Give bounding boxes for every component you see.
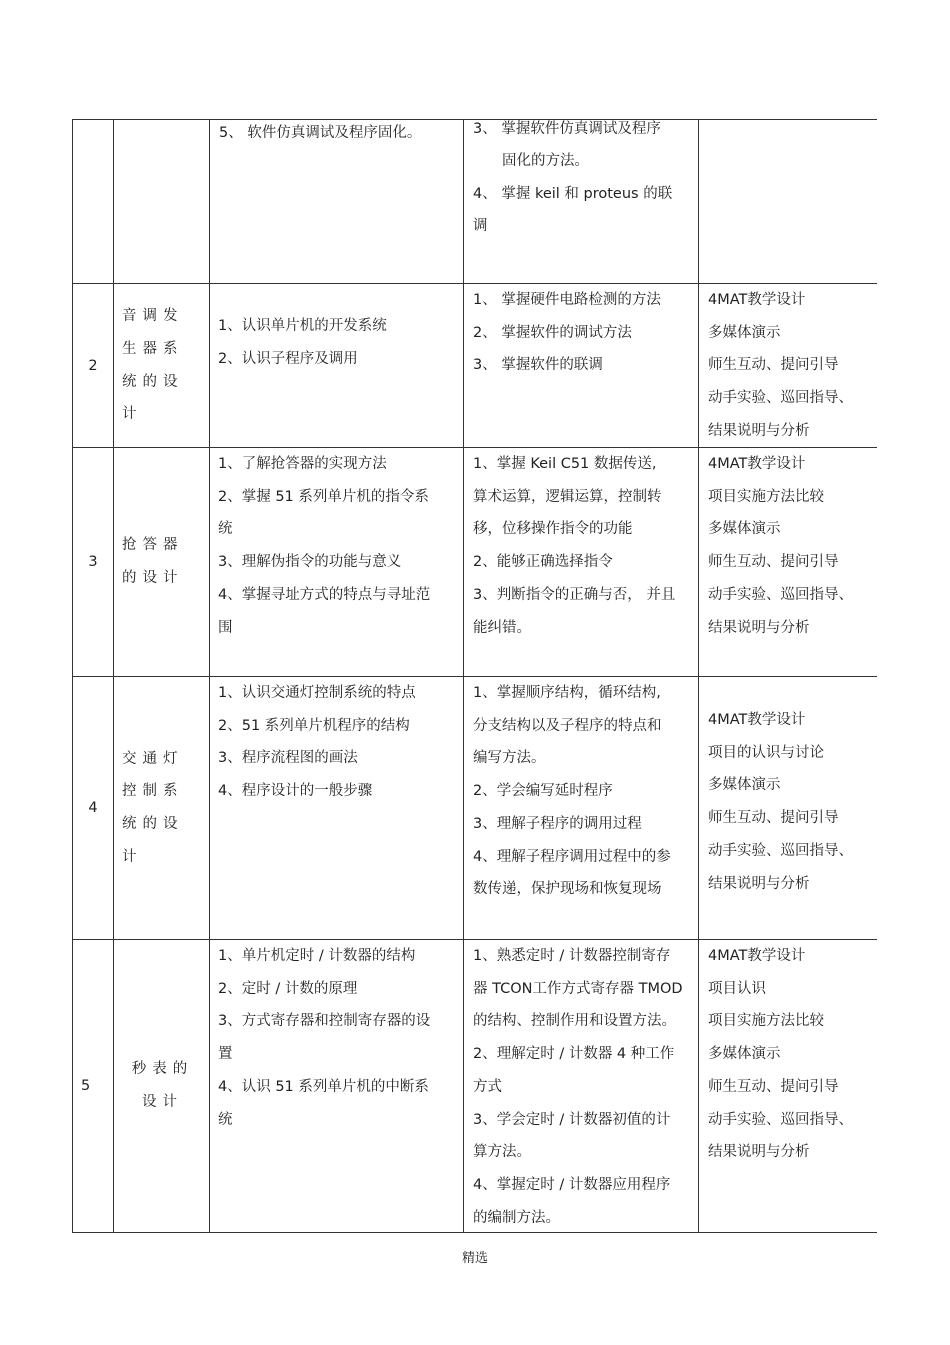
method-line: 结果说明与分析 [708, 1144, 810, 1161]
skill-line: 数传递，保护现场和恢复现场 [473, 881, 662, 898]
knowledge-line: 1、了解抢答器的实现方法 [218, 456, 387, 472]
method-line: 4MAT教学设计 [708, 712, 806, 728]
skill-line: 3、学会定时 / 计数器初值的计 [473, 1111, 671, 1128]
knowledge-line: 3、方式寄存器和控制寄存器的设 [218, 1013, 431, 1030]
knowledge-line: 1、单片机定时 / 计数器的结构 [218, 948, 416, 964]
skill-line: 4、 掌握 keil 和 proteus 的联 [473, 186, 673, 202]
knowledge-line: 2、认识子程序及调用 [218, 350, 358, 367]
knowledge-line: 2、掌握 51 系列单片机的指令系 [218, 488, 429, 505]
method-cell [698, 677, 877, 939]
method-line: 结果说明与分析 [708, 422, 810, 439]
method-line: 项目的认识与讨论 [708, 744, 824, 761]
skill-line: 4、掌握定时 / 计数器应用程序 [473, 1176, 671, 1193]
knowledge-line: 2、51 系列单片机程序的结构 [218, 717, 410, 734]
project-name: 音调发生器系统的设计 [113, 284, 209, 447]
skill-line: 4、理解子程序调用过程中的参 [473, 848, 671, 865]
method-line: 4MAT教学设计 [708, 292, 806, 308]
method-line: 多媒体演示 [708, 521, 781, 538]
method-line: 项目实施方法比较 [708, 488, 824, 505]
knowledge-line: 1、认识单片机的开发系统 [218, 318, 387, 334]
skill-line: 能纠错。 [473, 619, 531, 636]
knowledge-line: 4、掌握寻址方式的特点与寻址范 [218, 586, 431, 603]
skill-line: 1、熟悉定时 / 计数器控制寄存 [473, 948, 671, 964]
skill-line: 2、学会编写延时程序 [473, 783, 613, 800]
knowledge-line: 3、程序流程图的画法 [218, 750, 358, 767]
method-line: 4MAT教学设计 [708, 456, 806, 472]
skill-line: 编写方法。 [473, 750, 546, 767]
page-footer: 精选 [461, 1251, 488, 1266]
row-number: 3 [72, 448, 113, 676]
table-row [72, 283, 877, 447]
method-cell [698, 284, 877, 447]
knowledge-cell [209, 448, 463, 676]
knowledge-line: 1、认识交通灯控制系统的特点 [218, 685, 416, 701]
knowledge-line: 4、程序设计的一般步骤 [218, 783, 373, 800]
knowledge-cell [209, 120, 463, 283]
row-number: 2 [72, 284, 113, 447]
method-cell [698, 448, 877, 676]
skill-line: 方式 [473, 1078, 502, 1095]
skill-cell [463, 940, 698, 1232]
table-row [72, 119, 877, 283]
skill-line: 2、能够正确选择指令 [473, 554, 613, 571]
skill-line: 分支结构以及子程序的特点和 [473, 717, 662, 734]
project-name [113, 120, 209, 283]
skill-line: 1、 掌握硬件电路检测的方法 [473, 292, 661, 308]
knowledge-cell [209, 284, 463, 447]
method-line: 项目实施方法比较 [708, 1013, 824, 1030]
project-name: 抢答器的设计 [113, 448, 209, 676]
skill-cell [463, 284, 698, 447]
knowledge-line: 置 [218, 1046, 233, 1063]
knowledge-line: 3、理解伪指令的功能与意义 [218, 554, 402, 571]
skill-line: 3、理解子程序的调用过程 [473, 815, 642, 832]
skill-line: 1、掌握 Keil C51 数据传送, [473, 456, 657, 472]
method-line: 4MAT教学设计 [708, 948, 806, 964]
skill-line: 算方法。 [473, 1144, 531, 1161]
method-line: 动手实验、巡回指导、 [708, 586, 853, 603]
skill-cell [463, 448, 698, 676]
skill-line: 器 TCON工作方式寄存器 TMOD [473, 980, 683, 997]
table-row [72, 676, 877, 939]
method-line: 项目认识 [708, 980, 766, 997]
skill-line: 的编制方法。 [473, 1209, 560, 1226]
row-number: 5 [72, 940, 113, 1232]
method-line: 师生互动、提问引导 [708, 1078, 839, 1095]
method-line: 多媒体演示 [708, 1046, 781, 1063]
method-line: 结果说明与分析 [708, 619, 810, 636]
skill-line: 2、 掌握软件的调试方法 [473, 324, 632, 341]
skill-line: 2、理解定时 / 计数器 4 种工作 [473, 1046, 675, 1063]
skill-line: 3、 掌握软件的联调 [473, 357, 603, 374]
row-number [72, 120, 113, 283]
knowledge-line: 4、认识 51 系列单片机的中断系 [218, 1078, 429, 1095]
skill-line: 3、判断指令的正确与否， 并且 [473, 586, 676, 603]
method-line: 师生互动、提问引导 [708, 357, 839, 374]
knowledge-line: 围 [218, 619, 233, 636]
method-line: 动手实验、巡回指导、 [708, 842, 853, 859]
knowledge-cell [209, 940, 463, 1232]
method-line: 结果说明与分析 [708, 875, 810, 892]
skill-cell [463, 120, 698, 283]
skill-line: 3、 掌握软件仿真调试及程序 [473, 121, 661, 137]
knowledge-line: 统 [218, 521, 233, 538]
skill-line: 算术运算，逻辑运算，控制转 [473, 488, 662, 505]
knowledge-line: 统 [218, 1111, 233, 1128]
method-cell [698, 940, 877, 1232]
method-line: 动手实验、巡回指导、 [708, 390, 853, 407]
skill-line: 的结构、控制作用和设置方法。 [473, 1013, 676, 1030]
method-line: 多媒体演示 [708, 324, 781, 341]
table-row [72, 447, 877, 676]
project-name: 秒表的设计 [113, 940, 209, 1232]
row-number: 4 [72, 677, 113, 939]
method-line: 动手实验、巡回指导、 [708, 1111, 853, 1128]
method-line: 师生互动、提问引导 [708, 810, 839, 827]
knowledge-line: 2、定时 / 计数的原理 [218, 980, 358, 997]
course-table [72, 119, 877, 1233]
skill-line: 移，位移操作指令的功能 [473, 521, 633, 538]
knowledge-line: 5、 软件仿真调试及程序固化。 [219, 125, 422, 141]
skill-line: 固化的方法。 [473, 153, 589, 169]
table-row [72, 939, 877, 1233]
project-name: 交通灯控制系统的设计 [113, 677, 209, 939]
skill-line: 调 [473, 218, 488, 234]
knowledge-cell [209, 677, 463, 939]
method-line: 多媒体演示 [708, 777, 781, 794]
skill-line: 1、掌握顺序结构，循环结构, [473, 685, 661, 701]
skill-cell [463, 677, 698, 939]
method-line: 师生互动、提问引导 [708, 554, 839, 571]
method-cell [698, 120, 877, 283]
